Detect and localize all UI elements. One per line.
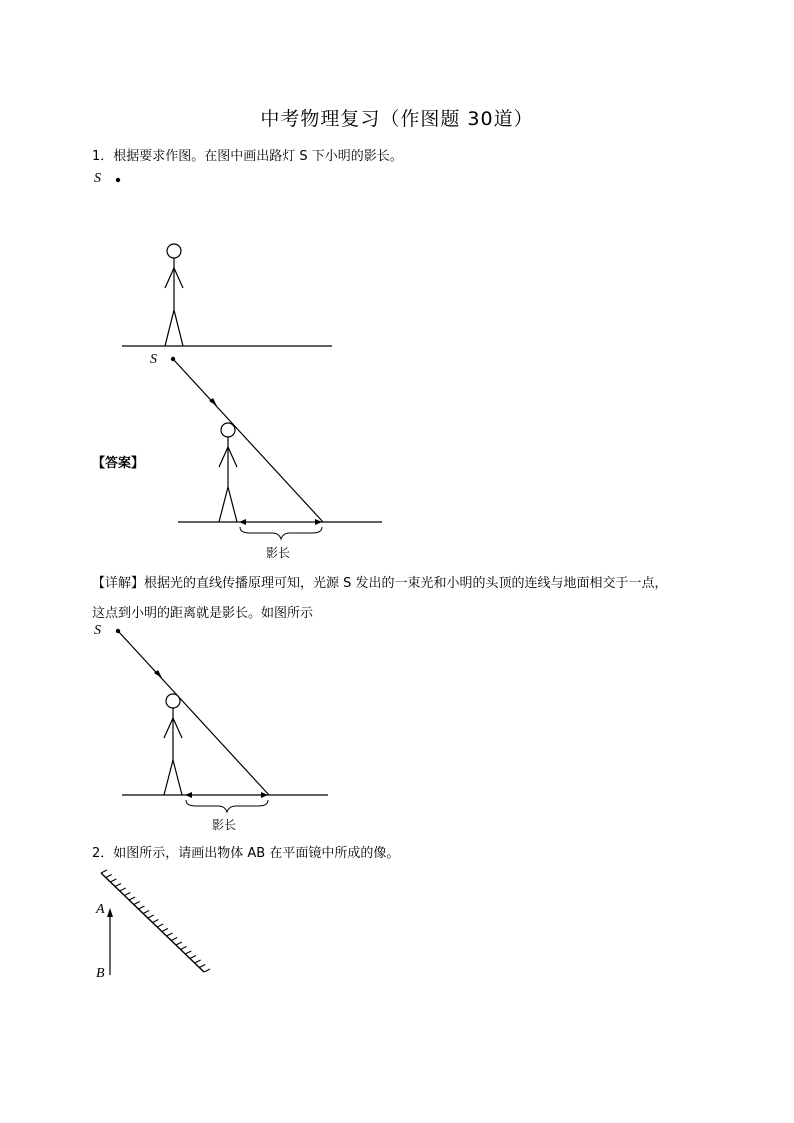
answer-label: 【答案】 bbox=[92, 456, 145, 471]
answer-light-source-label: S bbox=[150, 352, 157, 367]
q1-light-source-label: S bbox=[94, 171, 101, 186]
detail-line-1: 【详解】根据光的直线传播原理可知，光源 S 发出的一束光和小明的头顶的连线与地面相交于一点， bbox=[92, 576, 668, 591]
q2-mirror-hatching bbox=[101, 870, 210, 972]
mirror-hatch-mark bbox=[143, 911, 149, 914]
mirror-hatch-mark bbox=[181, 947, 187, 950]
mirror-hatch-mark bbox=[138, 906, 144, 909]
mirror-hatch-mark bbox=[190, 956, 196, 959]
mirror-hatch-mark bbox=[148, 915, 154, 918]
q2-arrow-head bbox=[107, 908, 113, 917]
mirror-hatch-mark bbox=[176, 942, 182, 945]
mirror-hatch-mark bbox=[153, 920, 159, 923]
mirror-hatch-mark bbox=[120, 888, 126, 891]
detail-shadow-label: 影长 bbox=[212, 818, 237, 832]
mirror-hatch-mark bbox=[199, 965, 205, 968]
mirror-hatch-mark bbox=[185, 951, 191, 954]
q2-label-b: B bbox=[96, 966, 105, 981]
question-2-prompt: 2．如图所示，请画出物体 AB 在平面镜中所成的像。 bbox=[92, 846, 400, 861]
question-1-prompt: 1．根据要求作图。在图中画出路灯 S 下小明的影长。 bbox=[92, 149, 403, 164]
mirror-hatch-mark bbox=[162, 929, 168, 932]
answer-shadow-label: 影长 bbox=[266, 546, 291, 560]
mirror-hatch-mark bbox=[110, 879, 116, 882]
mirror-hatch-mark bbox=[129, 897, 135, 900]
mirror-hatch-mark bbox=[124, 893, 130, 896]
detail-light-source-label: S bbox=[94, 623, 101, 638]
mirror-hatch-mark bbox=[204, 969, 210, 972]
page-title: 中考物理复习（作图题 30道） bbox=[260, 108, 534, 130]
mirror-hatch-mark bbox=[115, 884, 121, 887]
mirror-hatch-mark bbox=[134, 902, 140, 905]
mirror-hatch-mark bbox=[157, 924, 163, 927]
mirror-hatch-mark bbox=[171, 938, 177, 941]
mirror-hatch-mark bbox=[101, 870, 107, 873]
q2-label-a: A bbox=[96, 902, 105, 917]
mirror-hatch-mark bbox=[195, 960, 201, 963]
detail-line-2: 这点到小明的距离就是影长。如图所示 bbox=[92, 606, 314, 621]
mirror-hatch-mark bbox=[106, 875, 112, 878]
mirror-hatch-mark bbox=[167, 933, 173, 936]
